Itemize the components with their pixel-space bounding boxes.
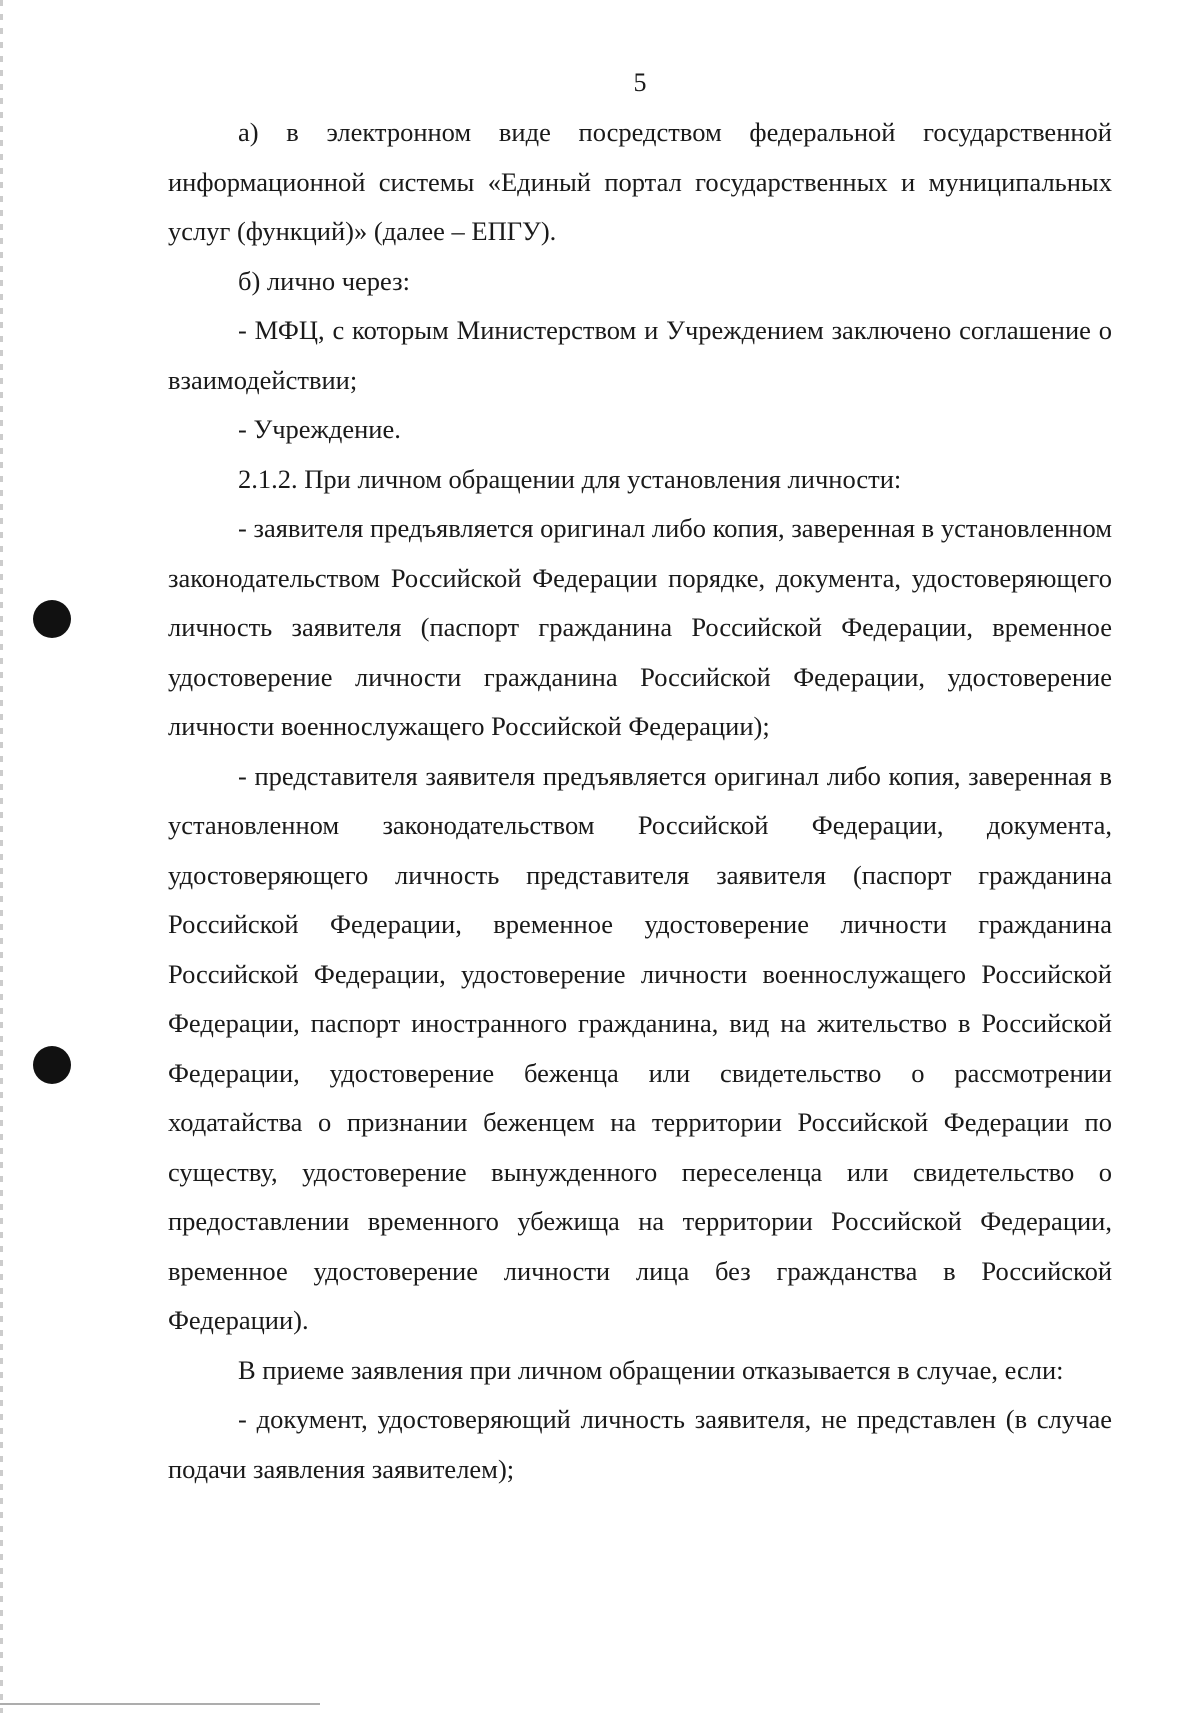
paragraph-in-person: б) лично через: [238,265,410,296]
paragraph-mfc: - МФЦ, с которым Министерством и Учреждением заключено соглашение о взаимодействии; [168,315,1112,395]
punch-hole-lower [33,1046,71,1084]
scan-edge-bottom [0,1703,320,1705]
punch-hole-upper [33,600,71,638]
paragraph-institution: - Учреждение. [238,414,401,444]
paragraph-refusal: В приеме заявления при личном обращении отказывается в случае, если: [238,1354,1064,1385]
paragraph-electronic: а) в электронном виде посредством федеральной государственной информационной системы «Единый портал государственных и муниципальных услуг (функций)» (далее – ЕПГУ). [168,117,1112,246]
page-number: 5 [633,68,647,97]
document-body [168,108,1112,1494]
paragraph-representative-id: - представителя заявителя предъявляется оригинал либо копия, заверенная в установленном законодательством Российской Федерации, документа, удостоверяющего личность представителя заявителя (паспорт гражданина Российской Федерации, временное удостоверение личности гражданина Российской Федерации, удостоверение личности военнослужащего Российской Федерации, паспорт иностранного гражданина, вид на жительство в Российской Федерации, удостоверение беженца или свидетельство о рассмотрении ходатайства о признании беженцем на территории Российской Федерации по существу, удостоверение вынужденного переселенца или свидетельство о предоставлении временного убежища на территории Российской Федерации, временное удостоверение личности лица без гражданства в Российской Федерации). [168,760,1112,1335]
paragraph-refusal-reason: - документ, удостоверяющий личность заявителя, не представлен (в случае подачи заявления заявителем); [168,1404,1112,1484]
paragraph-applicant-id: - заявителя предъявляется оригинал либо копия, заверенная в установленном законодательством Российской Федерации порядке, документа, удостоверяющего личность заявителя (паспорт гражданина Российской Федерации, временное удостоверение личности гражданина Российской Федерации, удостоверение личности военнослужащего Российской Федерации); [168,513,1112,741]
paragraph-section-2-1-2: 2.1.2. При личном обращении для установления личности: [238,463,902,494]
scan-edge-left [0,0,3,1713]
